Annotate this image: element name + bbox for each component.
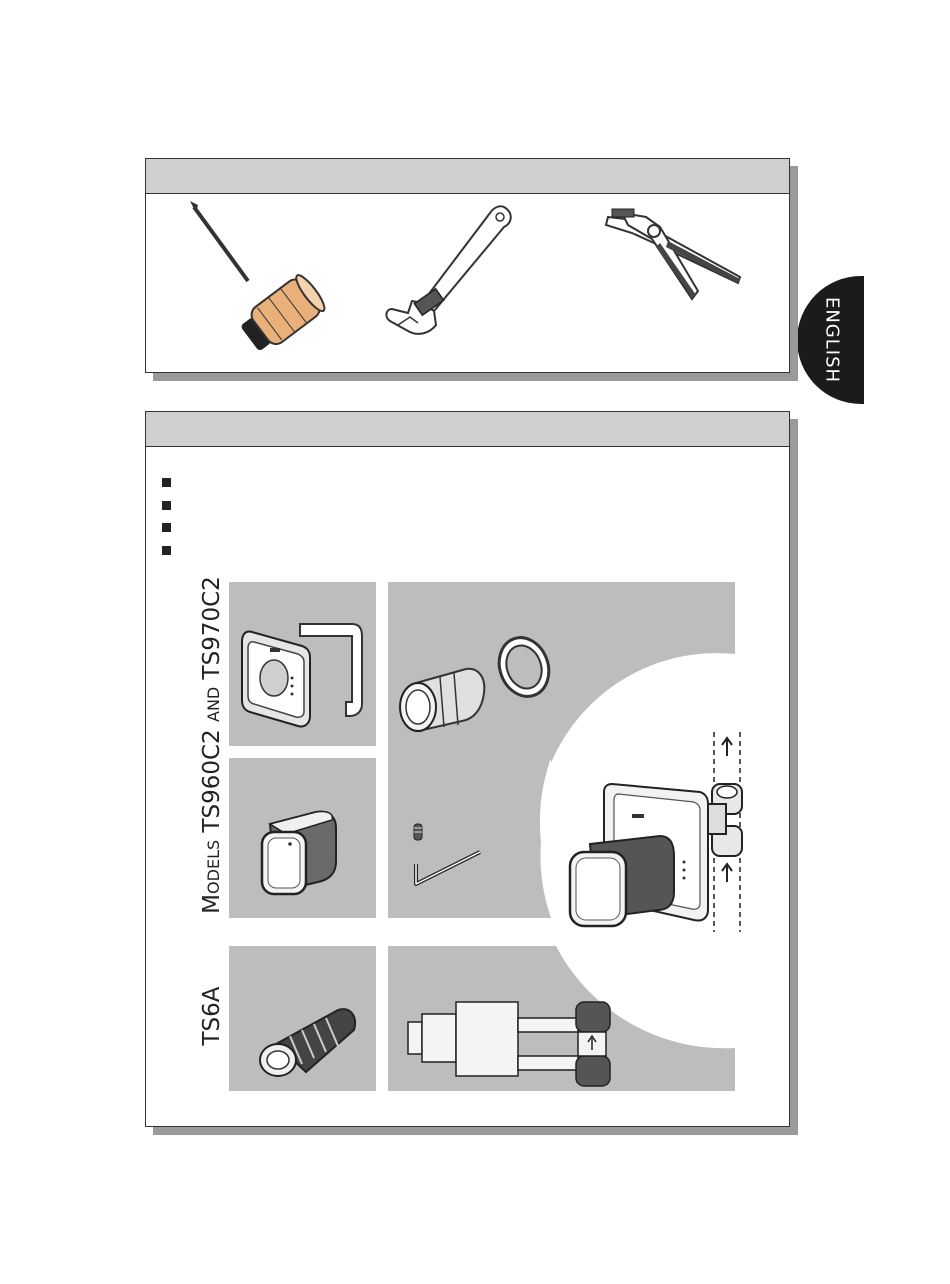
model-b-label: TS970C2: [199, 576, 225, 680]
cartridge-icon: [396, 627, 556, 747]
handle-icon: [256, 802, 356, 902]
extension-sleeve-icon: [254, 1002, 364, 1082]
parts-panel-header: [146, 412, 789, 447]
parts-panel: [145, 411, 790, 1127]
trim-plate-icon: [238, 612, 368, 742]
joiner-label: AND: [204, 686, 223, 722]
language-label: ENGLISH: [821, 296, 843, 384]
model-a-label: TS960C2: [199, 729, 225, 833]
tools-panel: [145, 158, 790, 373]
rough-valve-icon: [400, 992, 630, 1092]
bullet-marker: [162, 546, 171, 555]
set-screw-hex-key-icon: [408, 822, 488, 902]
ts6a-title: TS6A: [199, 986, 225, 1046]
models-prefix-rest: ODELS: [204, 839, 223, 894]
bullet-marker: [162, 478, 171, 487]
tools-panel-header: [146, 159, 789, 194]
bullet-marker: [162, 523, 171, 532]
screwdriver-icon: [186, 199, 326, 349]
adjustable-wrench-icon: [378, 199, 518, 339]
models-title: [199, 576, 225, 914]
pliers-icon: [602, 203, 752, 313]
assembled-valve-icon: [562, 732, 752, 942]
bullet-marker: [162, 501, 171, 510]
models-prefix-initial: M: [199, 893, 225, 914]
